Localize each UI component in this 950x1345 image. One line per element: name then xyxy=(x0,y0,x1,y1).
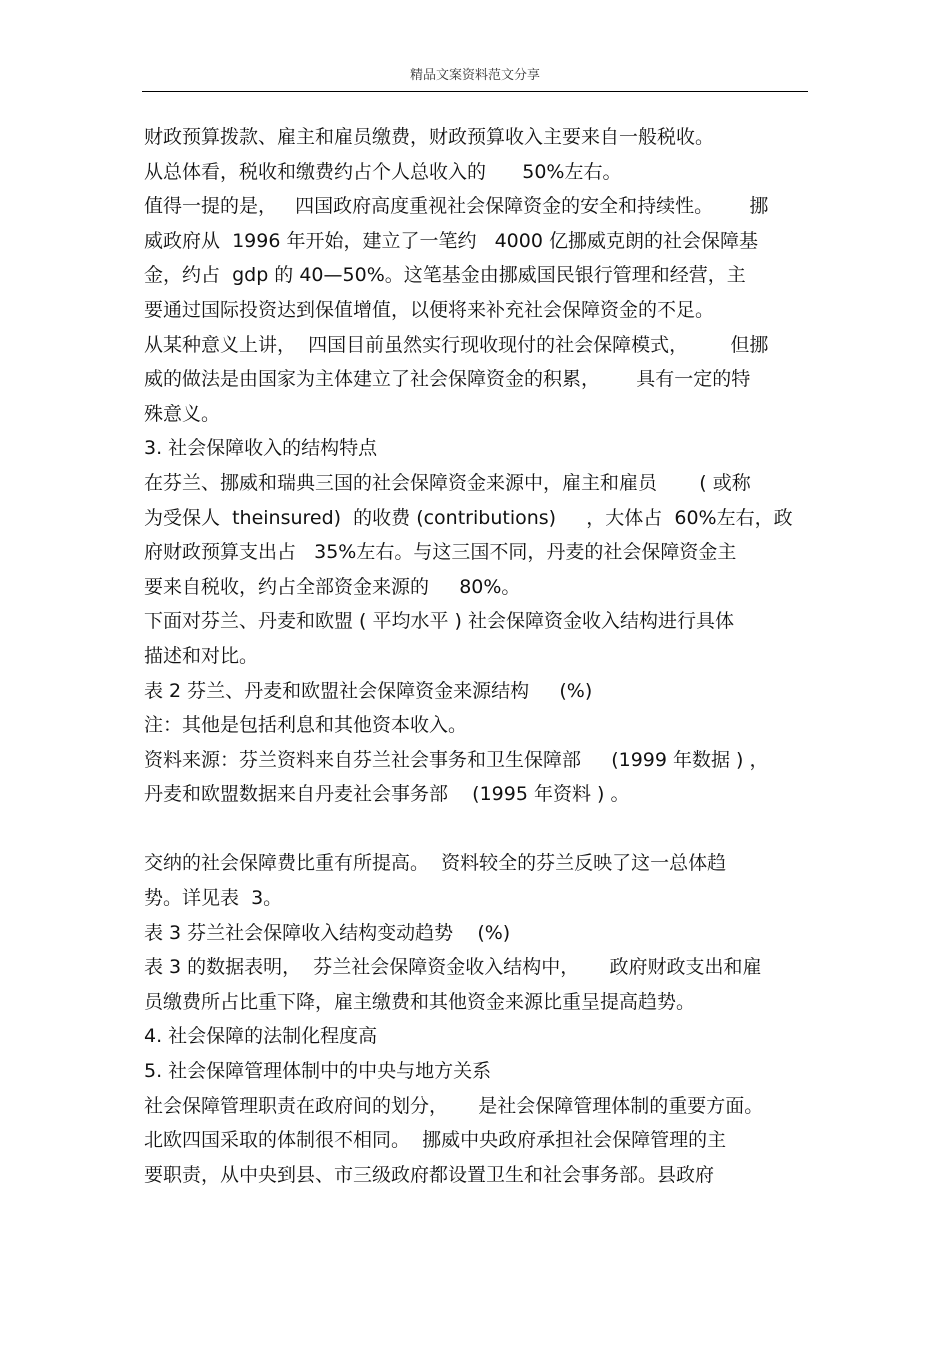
body-text xyxy=(144,120,814,1192)
text-line: 府财政预算支出占 35%左右。与这三国不同，丹麦的社会保障资金主 xyxy=(144,541,737,564)
text-line: 注：其他是包括利息和其他资本收入。 xyxy=(144,714,468,737)
text-line: 殊意义。 xyxy=(144,402,221,425)
text-line: 财政预算拨款、雇主和雇员缴费，财政预算收入主要来自一般税收。 xyxy=(144,126,715,148)
text-line: 北欧四国采取的体制很不相同。 挪威中央政府承担社会保障管理的主 xyxy=(144,1129,727,1152)
text-line: 交纳的社会保障费比重有所提高。 资料较全的芬兰反映了这一总体趋 xyxy=(144,852,727,875)
page-header: 精品文案资料范文分享 xyxy=(409,68,540,83)
text-line: 要来自税收，约占全部资金来源的 80%。 xyxy=(144,575,521,598)
text-line: 值得一提的是， 四国政府高度重视社会保障资金的安全和持续性。 挪 xyxy=(144,195,769,218)
text-line: 5. 社会保障管理体制中的中央与地方关系 xyxy=(144,1060,492,1083)
header-divider xyxy=(142,91,808,92)
text-line: 在芬兰、挪威和瑞典三国的社会保障资金来源中，雇主和雇员 ( 或称 xyxy=(144,471,751,494)
text-line: 从总体看，税收和缴费约占个人总收入的 50%左右。 xyxy=(144,160,622,183)
text-line: 为受保人 theinsured) 的收费 (contributions) ，大体占 60%左右，政 xyxy=(144,506,793,529)
text-line: 3. 社会保障收入的结构特点 xyxy=(144,437,378,460)
text-line: 描述和对比。 xyxy=(144,644,259,667)
text-line: 势。详见表 3。 xyxy=(144,887,283,910)
text-line: 表 3 的数据表明， 芬兰社会保障资金收入结构中， 政府财政支出和雇 xyxy=(144,956,762,979)
text-line: 4. 社会保障的法制化程度高 xyxy=(144,1025,378,1048)
text-line: 威政府从 1996 年开始，建立了一笔约 4000 亿挪威克朗的社会保障基 xyxy=(144,229,758,252)
text-line: 要职责，从中央到县、市三级政府都设置卫生和社会事务部。县政府 xyxy=(144,1163,715,1186)
text-line: 员缴费所占比重下降，雇主缴费和其他资金来源比重呈提高趋势。 xyxy=(144,990,696,1013)
text-line: 丹麦和欧盟数据来自丹麦社会事务部 (1995 年资料 ) 。 xyxy=(144,783,630,806)
text-line: 社会保障管理职责在政府间的划分， 是社会保障管理体制的重要方面。 xyxy=(144,1094,764,1117)
text-line: 下面对芬兰、丹麦和欧盟 ( 平均水平 ) 社会保障资金收入结构进行具体 xyxy=(144,610,734,633)
text-line: 资料来源：芬兰资料来自芬兰社会事务和卫生保障部 (1999 年数据 ) ， xyxy=(144,748,769,771)
text-line: 表 3 芬兰社会保障收入结构变动趋势 (%) xyxy=(144,921,511,944)
blank-line xyxy=(144,812,814,847)
text-line: 从某种意义上讲， 四国目前虽然实行现收现付的社会保障模式， 但挪 xyxy=(144,333,769,356)
text-line: 金，约占 gdp 的 40—50%。这笔基金由挪威国民银行管理和经营，主 xyxy=(144,264,746,287)
text-line: 表 2 芬兰、丹麦和欧盟社会保障资金来源结构 (%) xyxy=(144,679,593,702)
text-line: 威的做法是由国家为主体建立了社会保障资金的积累， 具有一定的特 xyxy=(144,368,751,391)
text-line: 要通过国际投资达到保值增值，以便将来补充社会保障资金的不足。 xyxy=(144,298,715,321)
